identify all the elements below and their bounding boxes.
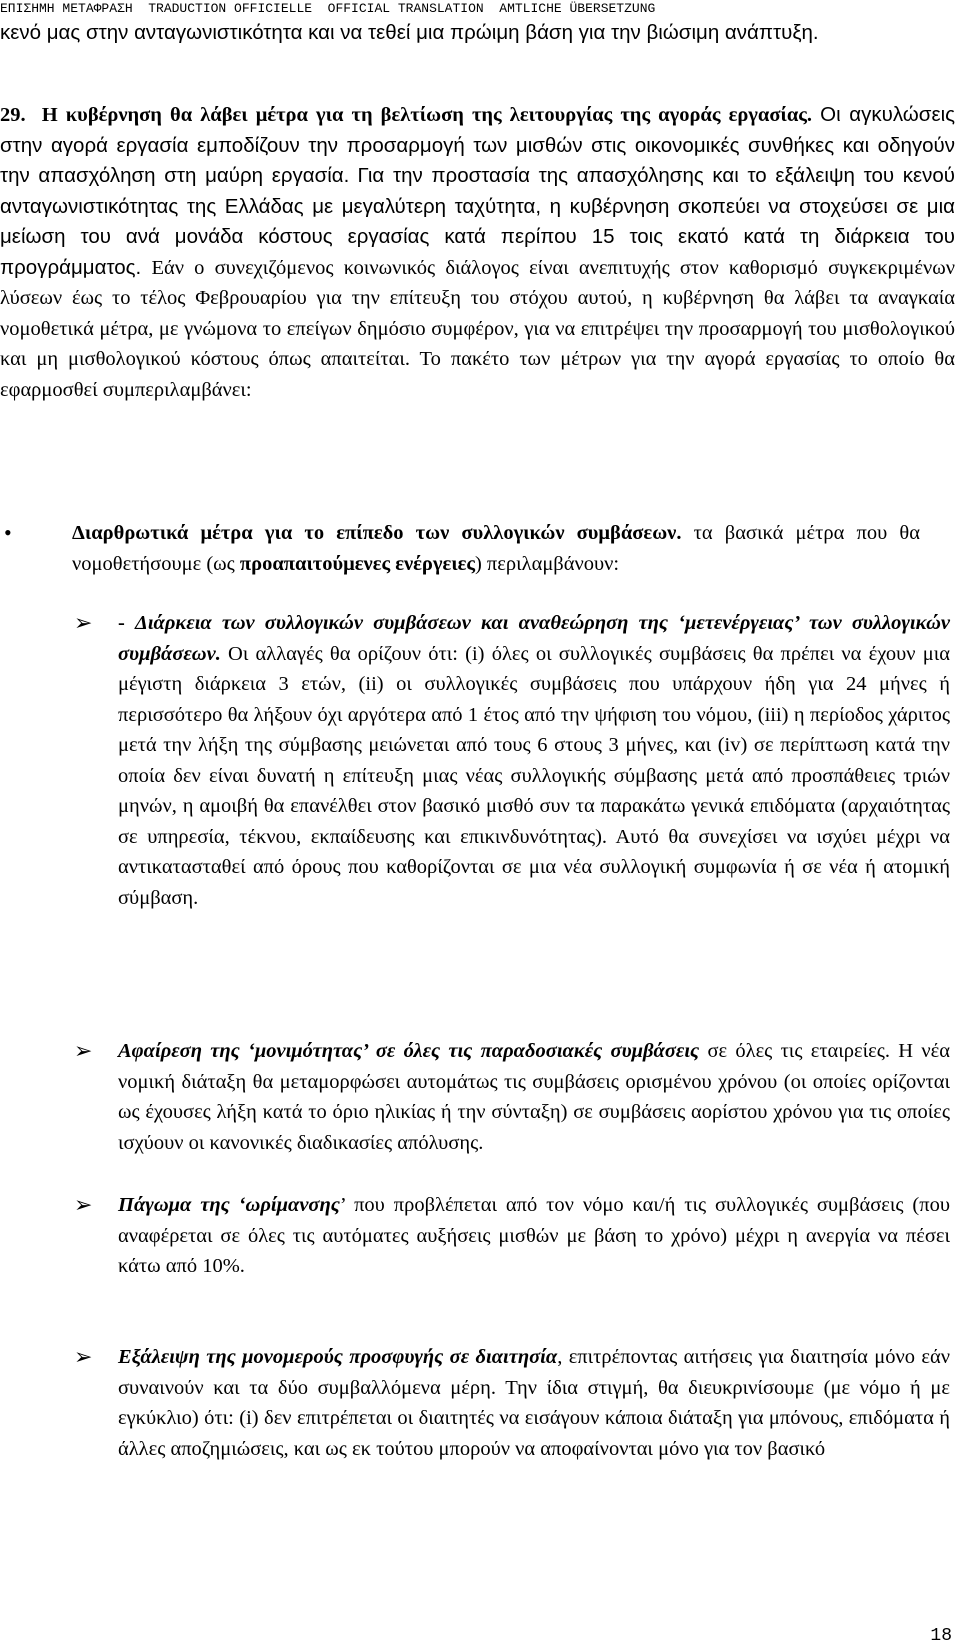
subitem-text: Οι αλλαγές θα ορίζουν ότι: (i) όλες οι συλλογικές συμβάσεις θα πρέπει να έχουν μια μέγιστη διάρκεια 3 ετών, (ii) οι συλλογικές συμβάσεις που υπάρχουν ήδη για 24 μήνες ή περισσότερο θα λήξουν όχι αργότερα από 1 έτος από την ψήφιση του νόμου, (iii) η περίοδος χάριτος μετά την λήξη της σύμβασης μειώνεται από τους 6 στους 3 μήνες, και (iv) σε περίπτωση κατά την οποία δεν είναι δυνατή η επίτευξη μιας νέας συλλογικής σύμβασης μετά από προσπάθειες τριών μηνών, η αμοιβή θα επανέλθει στον βασικό μισθό συν τα παρακάτω γενικά επιδόματα (αρχαιότητας σε υπηρεσία, τέκνου, εκπαίδευσης και επικινδυνότητας). Αυτό θα συνεχίσει να ισχύει μέχρι να αντικατασταθεί από όρους που καθορίζονται σε μια νέα συλλογική συμφωνία ή σε νέα ή ατομική σύμβαση. (118, 642, 950, 909)
arrow-bullet-icon: ➢ (74, 1192, 93, 1217)
subitem-arbitration (118, 1342, 950, 1464)
subitem-title: Εξάλειψη της μονομερούς προσφυγής σε διαιτησία (118, 1346, 558, 1368)
subitem-duration (118, 608, 950, 913)
bullet-bold-mid: προαπαιτούμενες ενέργειες (239, 552, 475, 575)
section-number: 29. (0, 104, 26, 126)
intro-paragraph: κενό μας στην ανταγωνιστικότητα και να τεθεί μια πρώιμη βάση για την βιώσιμη ανάπτυξη. (0, 21, 819, 44)
section-title: Η κυβέρνηση θα λάβει μέτρα για τη βελτίωση της λειτουργίας της αγοράς εργασίας. (41, 104, 813, 126)
arrow-bullet-icon: ➢ (74, 1344, 93, 1369)
subitem-text: ’ που προβλέπεται από τον νόμο και/ή τις συλλογικές συμβάσεις (που αναφέρεται σε όλες τις αυτόματες αυξήσεις μισθών με βάση το χρόνο) μέχρι η ανεργία να πέσει κάτω από 10%. (118, 1194, 950, 1277)
subitem-tenure (118, 1036, 950, 1158)
official-translation-header: ΕΠΙΣΗΜΗ ΜΕΤΑΦΡΑΣΗ TRADUCTION OFFICIELLE OFFICIAL TRANSLATION AMTLICHE ÜBERSETZUNG (0, 1, 656, 16)
section-body-3: Εάν ο συνεχιζόμενος κοινωνικός διάλογος είναι ανεπιτυχής στον καθορισμό συγκεκριμένων λύσεων έως το τέλος Φεβρουαρίου για την επίτευξη του στόχου αυτού, η κυβέρνηση θα λάβει τα αναγκαία νομοθετικά μέτρα, με γνώμονα το επείγων δημόσιο συμφέρον, για να επιτρέψει την προσαρμογή του μισθολογικού και μη μισθολογικού κόστους όπως απαιτείται. Το πακέτο των μέτρων για την αγορά εργασίας το οποίο θα εφαρμοσθεί συμπεριλαμβάνει: (0, 256, 955, 401)
arrow-bullet-icon: ➢ (74, 1038, 93, 1063)
bullet-dot-icon: • (4, 520, 12, 545)
subitem-title: Αφαίρεση της ‘μονιμότητας’ σε όλες τις παραδοσιακές συμβάσεις (118, 1040, 700, 1062)
subitem-freeze (118, 1190, 950, 1282)
subitem-title: Πάγωμα της ‘ωρίμανσης (118, 1194, 340, 1216)
subitem-lead: - (118, 612, 135, 634)
section-29 (0, 100, 955, 405)
bullet-title: Διαρθρωτικά μέτρα για το επίπεδο των συλλογικών συμβάσεων. (72, 522, 682, 544)
bullet-item (72, 518, 920, 579)
subitem-title: Διάρκεια των συλλογικών συμβάσεων και αναθεώρηση της ‘μετενέργειας’ των συλλογικών συμβάσεων. (118, 612, 950, 665)
page-number: 18 (930, 1626, 952, 1646)
section-body-2: Για την προστασία της απασχόλησης και το εξάλειψη του κενού ανταγωνιστικότητας της Ελλάδας με μεγαλύτερη ταχύτητα, η κυβέρνηση σκοπεύει να στοχεύσει σε μια μείωση του ανά μονάδα κόστους εργασίας κατά περίπου 15 τοις εκατό κατά τη διάρκεια του προγράμματος. (0, 164, 955, 279)
bullet-text-b: ) περιλαμβάνουν: (474, 552, 620, 575)
bullet-text-a: τα βασικά μέτρα που θα νομοθετήσουμε (ως (72, 522, 920, 575)
subitem-text: σε όλες τις εταιρείες. Η νέα νομική διάταξη θα μεταμορφώσει αυτομάτως τις συμβάσεις ορισμένου χρόνου (οι οποίες ορίζονται ως έχουσες λήξη κατά το όριο ηλικίας ή την σύνταξη) σε συμβάσεις αορίστου χρόνου για τις οποίες ισχύουν οι κανονικές διαδικασίες απόλυσης. (118, 1040, 950, 1154)
subitem-text: , επιτρέποντας αιτήσεις για διαιτησία μόνο εάν συναινούν και τα δύο συμβαλλόμενα μέρη. Την ίδια στιγμή, θα διευκρινίσουμε (με νόμο ή με εγκύκλιο) ότι: (i) δεν επιτρέπεται οι διαιτητές να εισάγουν κάποια διάταξη για μπόνους, επιδόματα ή άλλες αποζημιώσεις, και ως εκ τούτου μπορούν να αποφαίνονται μόνο για τον βασικό (118, 1346, 950, 1460)
arrow-bullet-icon: ➢ (74, 610, 93, 635)
section-body-1: Οι αγκυλώσεις στην αγορά εργασία εμποδίζουν την προσαρμογή των μισθών στις οικονομικές συνθήκες και οδηγούν την απασχόληση στη μαύρη εργασία. (0, 103, 956, 187)
